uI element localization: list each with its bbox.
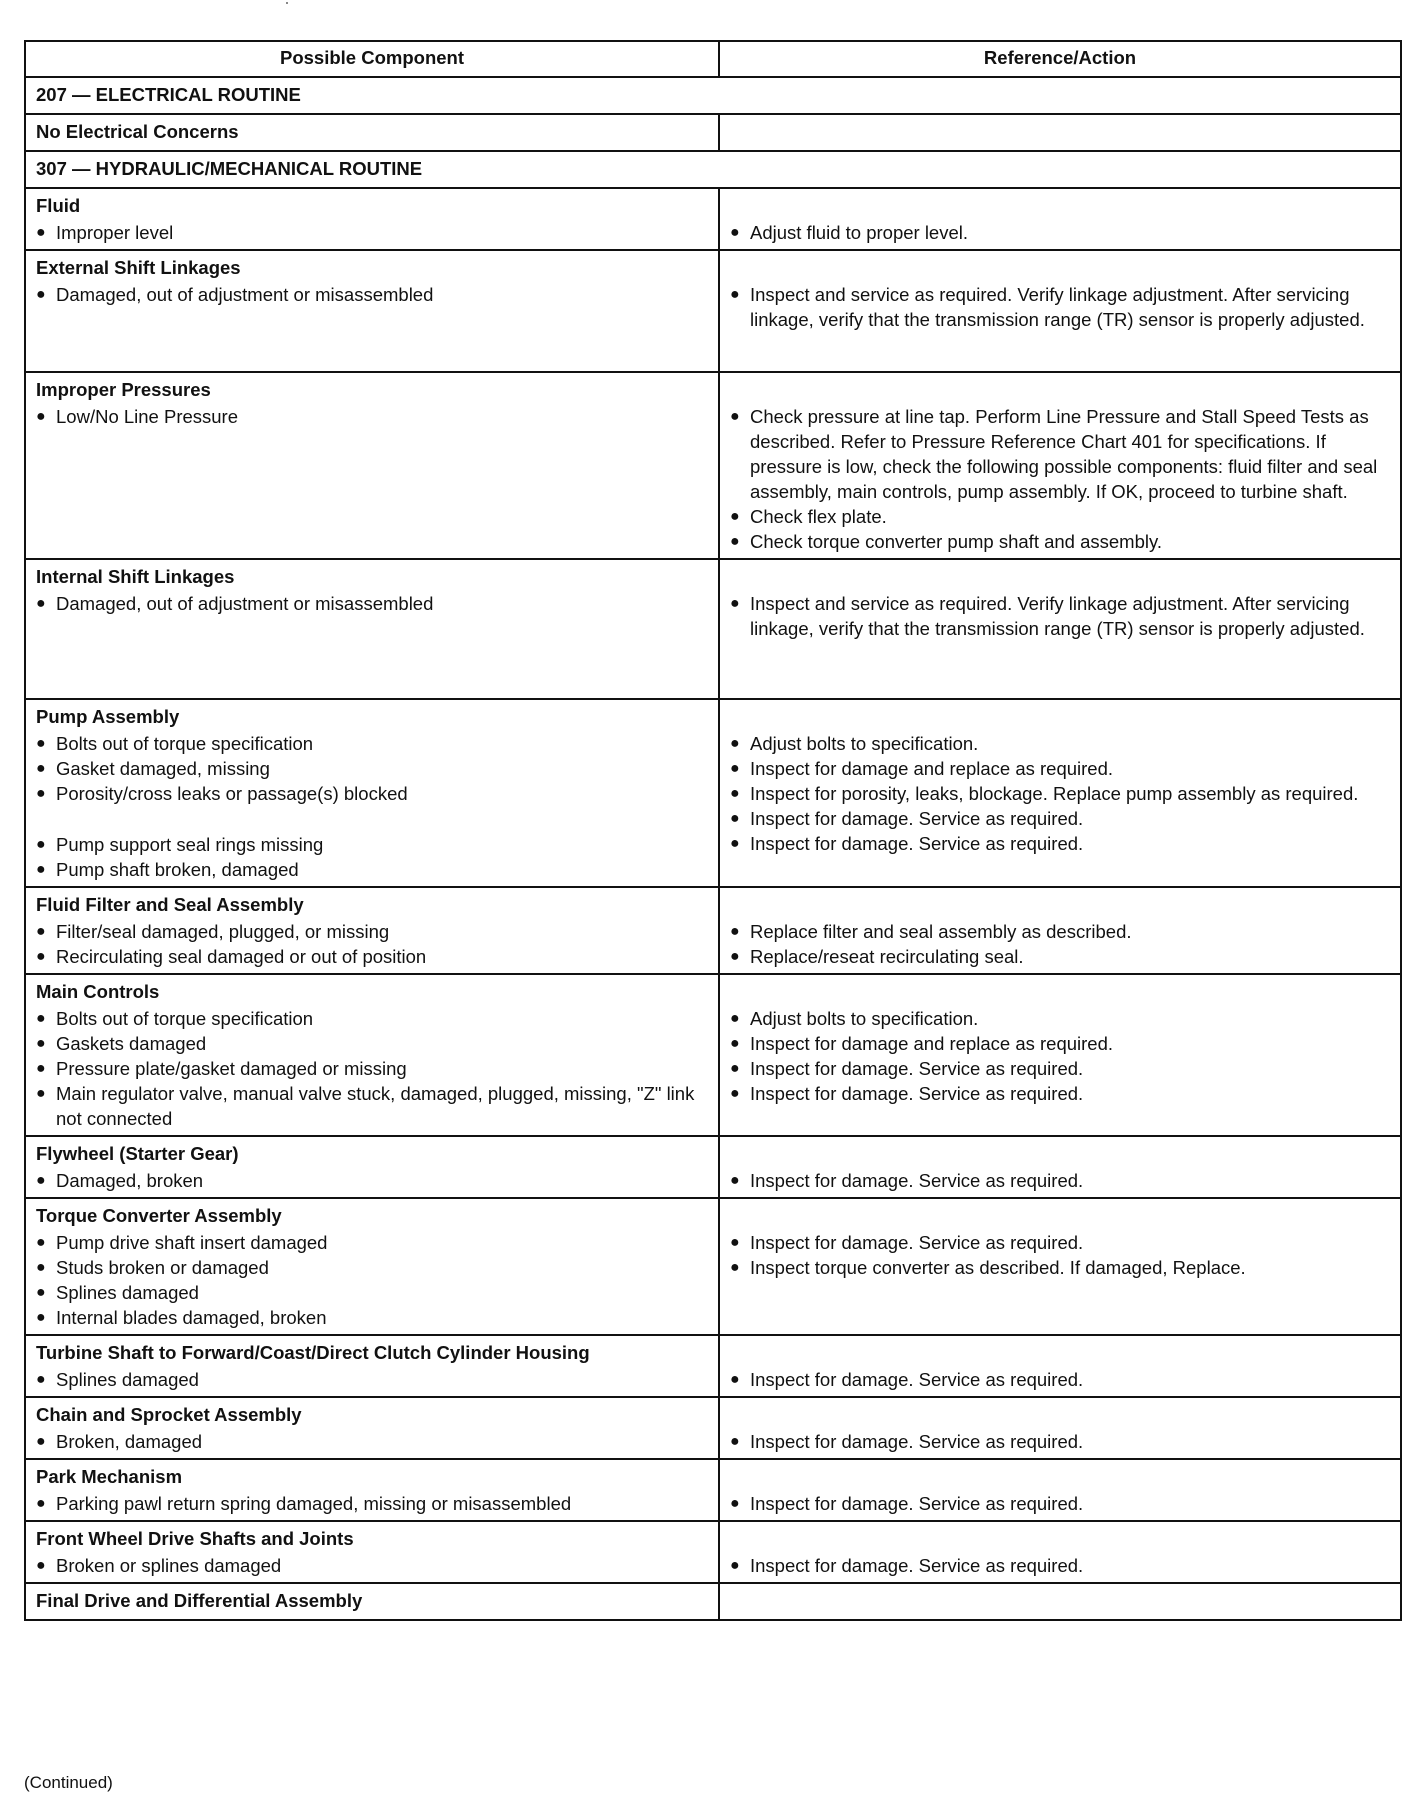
action-text: Replace/reseat recirculating seal. [750, 946, 1024, 967]
action-item [730, 919, 1390, 944]
cause-text: Splines damaged [56, 1369, 199, 1390]
bullet-icon: ● [730, 533, 740, 550]
no-electrical-label: No Electrical Concerns [25, 114, 719, 151]
component-cell [25, 1459, 719, 1521]
bullet-icon: ● [730, 948, 740, 965]
component-cell [25, 188, 719, 250]
cause-item [36, 1367, 708, 1392]
header-row [25, 41, 1401, 77]
action-item [730, 1230, 1390, 1255]
cause-item [36, 756, 708, 781]
component-title: Park Mechanism [36, 1466, 183, 1487]
cause-item [36, 1056, 708, 1081]
action-item [730, 1168, 1390, 1193]
bullet-icon: ● [730, 1060, 740, 1077]
cause-item [36, 857, 708, 882]
cause-text: Gaskets damaged [56, 1033, 207, 1054]
bullet-icon: ● [730, 595, 740, 612]
bullet-icon: ● [36, 1085, 46, 1102]
action-item [730, 756, 1390, 781]
cause-item [36, 1031, 708, 1056]
action-cell [719, 1198, 1401, 1335]
no-electrical-row [25, 114, 1401, 151]
component-title: Front Wheel Drive Shafts and Joints [36, 1528, 354, 1549]
bullet-icon: ● [36, 286, 46, 303]
action-item [730, 504, 1390, 529]
action-cell [719, 1136, 1401, 1198]
component-title: Internal Shift Linkages [36, 566, 235, 587]
component-cell [25, 250, 719, 372]
bullet-icon: ● [730, 810, 740, 827]
cause-item [36, 591, 708, 616]
bullet-icon: ● [36, 1557, 46, 1574]
action-cell [719, 188, 1401, 250]
continued-note: (Continued) [24, 1773, 113, 1792]
cause-text: Filter/seal damaged, plugged, or missing [56, 921, 390, 942]
action-text: Adjust bolts to specification. [750, 733, 979, 754]
component-row-main-controls [25, 974, 1401, 1136]
component-row-fluid [25, 188, 1401, 250]
component-cell [25, 974, 719, 1136]
action-text: Check pressure at line tap. Perform Line Pressure and Stall Speed Tests as described. Refer to Pressure Reference Chart 401 for specifications. If pressure is low, check the following possible components: fluid filter and seal assembly, main controls, pump assembly. If OK, proceed to turbine shaft. [750, 406, 1378, 502]
action-text: Inspect for damage. Service as required. [750, 1170, 1084, 1191]
cause-text: Broken or splines damaged [56, 1555, 282, 1576]
component-cell [25, 1136, 719, 1198]
action-item [730, 1429, 1390, 1454]
component-row-pump-assembly [25, 699, 1401, 887]
spacer [36, 806, 708, 832]
component-title: Pump Assembly [36, 706, 180, 727]
cause-text: Pump support seal rings missing [56, 834, 324, 855]
routine-row-hydraulic [25, 151, 1401, 188]
empty-cell [719, 114, 1401, 151]
component-title: Flywheel (Starter Gear) [36, 1143, 239, 1164]
cause-text: Damaged, out of adjustment or misassembled [56, 593, 434, 614]
bullet-icon: ● [36, 1010, 46, 1027]
bullet-icon: ● [730, 508, 740, 525]
action-text: Inspect for damage. Service as required. [750, 1369, 1084, 1390]
cause-item [36, 781, 708, 806]
bullet-icon: ● [730, 224, 740, 241]
bullet-icon: ● [36, 1284, 46, 1301]
component-title: Improper Pressures [36, 379, 211, 400]
bullet-icon: ● [730, 735, 740, 752]
cause-item [36, 731, 708, 756]
action-text: Check torque converter pump shaft and assembly. [750, 531, 1163, 552]
cause-text: Splines damaged [56, 1282, 199, 1303]
action-text: Inspect for damage. Service as required. [750, 1083, 1084, 1104]
component-cell [25, 1397, 719, 1459]
cause-text: Porosity/cross leaks or passage(s) blocked [56, 783, 408, 804]
bullet-icon: ● [36, 595, 46, 612]
component-cell [25, 1198, 719, 1335]
cause-item [36, 1491, 708, 1516]
action-item [730, 831, 1390, 856]
action-cell [719, 699, 1401, 887]
action-text: Check flex plate. [750, 506, 887, 527]
component-cell [25, 1583, 719, 1620]
bullet-icon: ● [730, 1371, 740, 1388]
component-row-internal-shift-linkages [25, 559, 1401, 699]
cause-item [36, 1081, 708, 1131]
bullet-icon: ● [36, 1371, 46, 1388]
bullet-icon: ● [36, 1172, 46, 1189]
bullet-icon: ● [730, 286, 740, 303]
bullet-icon: ● [730, 1085, 740, 1102]
cause-text: Pump drive shaft insert damaged [56, 1232, 328, 1253]
action-text: Inspect for damage and replace as required. [750, 1033, 1114, 1054]
cause-text: Main regulator valve, manual valve stuck, damaged, plugged, missing, "Z" link not connected [56, 1083, 695, 1129]
action-item [730, 404, 1390, 504]
bullet-icon: ● [730, 408, 740, 425]
cause-item [36, 220, 708, 245]
cause-item [36, 1305, 708, 1330]
cause-item [36, 1168, 708, 1193]
cause-text: Damaged, out of adjustment or misassembled [56, 284, 434, 305]
action-item [730, 1367, 1390, 1392]
action-item [730, 282, 1390, 332]
cause-item [36, 404, 708, 429]
scan-speck [286, 2, 288, 4]
action-text: Inspect for damage. Service as required. [750, 808, 1084, 829]
component-title: Final Drive and Differential Assembly [36, 1590, 363, 1611]
action-text: Adjust fluid to proper level. [750, 222, 969, 243]
cause-text: Studs broken or damaged [56, 1257, 269, 1278]
action-text: Inspect for damage. Service as required. [750, 1493, 1084, 1514]
diagnosis-table-container [24, 40, 1400, 1621]
action-item [730, 1255, 1390, 1280]
bullet-icon: ● [36, 861, 46, 878]
diagnosis-table [24, 40, 1402, 1621]
component-cell [25, 699, 719, 887]
action-text: Inspect for damage. Service as required. [750, 1555, 1084, 1576]
cause-item [36, 282, 708, 307]
component-row-final-drive [25, 1583, 1401, 1620]
component-title: Torque Converter Assembly [36, 1205, 282, 1226]
cause-item [36, 832, 708, 857]
action-item [730, 1006, 1390, 1031]
bullet-icon: ● [730, 923, 740, 940]
component-row-fluid-filter [25, 887, 1401, 974]
component-cell [25, 559, 719, 699]
cause-text: Broken, damaged [56, 1431, 203, 1452]
component-row-front-wheel-drive-shafts [25, 1521, 1401, 1583]
cause-item [36, 1280, 708, 1305]
bullet-icon: ● [36, 1035, 46, 1052]
action-item [730, 591, 1390, 641]
bullet-icon: ● [36, 836, 46, 853]
action-item [730, 529, 1390, 554]
bullet-icon: ● [36, 408, 46, 425]
component-title: External Shift Linkages [36, 257, 241, 278]
component-cell [25, 372, 719, 559]
component-title: Turbine Shaft to Forward/Coast/Direct Clutch Cylinder Housing [36, 1342, 590, 1363]
bullet-icon: ● [730, 835, 740, 852]
bullet-icon: ● [730, 1557, 740, 1574]
cause-item [36, 919, 708, 944]
action-cell [719, 1583, 1401, 1620]
cause-text: Bolts out of torque specification [56, 733, 314, 754]
action-text: Inspect for damage. Service as required. [750, 1058, 1084, 1079]
action-text: Inspect for damage and replace as required. [750, 758, 1114, 779]
action-text: Inspect and service as required. Verify linkage adjustment. After servicing linkage, verify that the transmission range (TR) sensor is properly adjusted. [750, 284, 1365, 330]
cause-text: Gasket damaged, missing [56, 758, 270, 779]
routine-title: 307 — HYDRAULIC/MECHANICAL ROUTINE [25, 151, 1401, 188]
cause-text: Low/No Line Pressure [56, 406, 239, 427]
component-cell [25, 1521, 719, 1583]
action-cell [719, 974, 1401, 1136]
cause-item [36, 944, 708, 969]
cause-text: Bolts out of torque specification [56, 1008, 314, 1029]
cause-item [36, 1553, 708, 1578]
component-title: Main Controls [36, 981, 160, 1002]
bullet-icon: ● [36, 1433, 46, 1450]
cause-text: Improper level [56, 222, 174, 243]
component-row-flywheel [25, 1136, 1401, 1198]
action-item [730, 806, 1390, 831]
bullet-icon: ● [36, 1234, 46, 1251]
bullet-icon: ● [730, 1035, 740, 1052]
component-title: Chain and Sprocket Assembly [36, 1404, 302, 1425]
component-row-torque-converter [25, 1198, 1401, 1335]
bullet-icon: ● [730, 1259, 740, 1276]
action-text: Inspect for damage. Service as required. [750, 1431, 1084, 1452]
bullet-icon: ● [730, 760, 740, 777]
bullet-icon: ● [730, 1495, 740, 1512]
action-cell [719, 250, 1401, 372]
cause-text: Damaged, broken [56, 1170, 204, 1191]
action-text: Adjust bolts to specification. [750, 1008, 979, 1029]
bullet-icon: ● [730, 1433, 740, 1450]
bullet-icon: ● [36, 1495, 46, 1512]
bullet-icon: ● [730, 1234, 740, 1251]
component-row-turbine-shaft [25, 1335, 1401, 1397]
action-cell [719, 1459, 1401, 1521]
action-cell [719, 1521, 1401, 1583]
cause-text: Internal blades damaged, broken [56, 1307, 327, 1328]
cause-text: Recirculating seal damaged or out of position [56, 946, 427, 967]
action-item [730, 1056, 1390, 1081]
action-item [730, 731, 1390, 756]
action-cell [719, 559, 1401, 699]
bullet-icon: ● [730, 1172, 740, 1189]
cause-item [36, 1429, 708, 1454]
component-cell [25, 1335, 719, 1397]
cause-text: Parking pawl return spring damaged, missing or misassembled [56, 1493, 572, 1514]
component-row-park-mechanism [25, 1459, 1401, 1521]
action-item [730, 944, 1390, 969]
header-reference-action: Reference/Action [719, 41, 1401, 77]
routine-row-electrical [25, 77, 1401, 114]
bullet-icon: ● [36, 1259, 46, 1276]
component-row-improper-pressures [25, 372, 1401, 559]
bullet-icon: ● [730, 1010, 740, 1027]
action-text: Inspect for porosity, leaks, blockage. Replace pump assembly as required. [750, 783, 1359, 804]
action-item [730, 220, 1390, 245]
action-text: Inspect for damage. Service as required. [750, 1232, 1084, 1253]
action-text: Inspect for damage. Service as required. [750, 833, 1084, 854]
bullet-icon: ● [36, 735, 46, 752]
cause-text: Pressure plate/gasket damaged or missing [56, 1058, 407, 1079]
action-item [730, 1553, 1390, 1578]
cause-item [36, 1006, 708, 1031]
bullet-icon: ● [36, 1309, 46, 1326]
action-cell [719, 1335, 1401, 1397]
routine-title: 207 — ELECTRICAL ROUTINE [25, 77, 1401, 114]
component-title: Fluid [36, 195, 81, 216]
component-cell [25, 887, 719, 974]
bullet-icon: ● [36, 923, 46, 940]
bullet-icon: ● [36, 948, 46, 965]
action-text: Replace filter and seal assembly as described. [750, 921, 1132, 942]
cause-text: Pump shaft broken, damaged [56, 859, 299, 880]
action-cell [719, 887, 1401, 974]
bullet-icon: ● [36, 785, 46, 802]
action-cell [719, 1397, 1401, 1459]
action-text: Inspect torque converter as described. If damaged, Replace. [750, 1257, 1246, 1278]
action-item [730, 1031, 1390, 1056]
action-item [730, 1491, 1390, 1516]
bullet-icon: ● [730, 785, 740, 802]
header-possible-component: Possible Component [25, 41, 719, 77]
component-row-chain-sprocket [25, 1397, 1401, 1459]
bullet-icon: ● [36, 224, 46, 241]
cause-item [36, 1255, 708, 1280]
bullet-icon: ● [36, 760, 46, 777]
action-cell [719, 372, 1401, 559]
action-item [730, 1081, 1390, 1106]
action-item [730, 781, 1390, 806]
cause-item [36, 1230, 708, 1255]
component-title: Fluid Filter and Seal Assembly [36, 894, 304, 915]
bullet-icon: ● [36, 1060, 46, 1077]
component-row-external-shift-linkages [25, 250, 1401, 372]
action-text: Inspect and service as required. Verify linkage adjustment. After servicing linkage, verify that the transmission range (TR) sensor is properly adjusted. [750, 593, 1365, 639]
